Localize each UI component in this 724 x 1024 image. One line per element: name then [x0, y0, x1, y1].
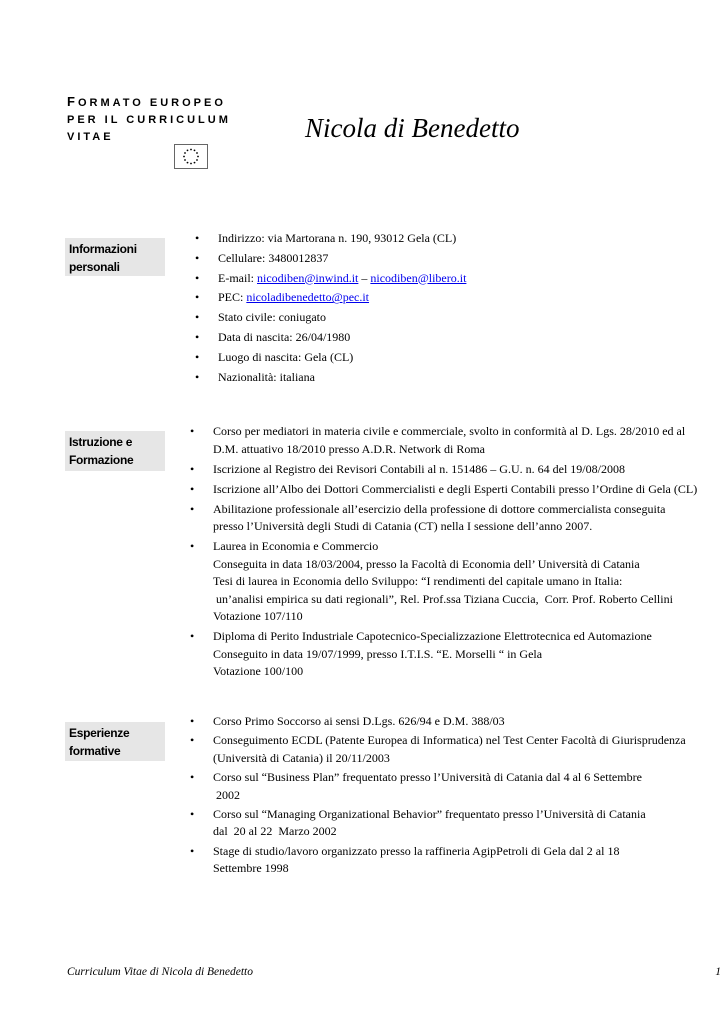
page-number: 1: [715, 966, 721, 978]
cv-format-line1: FORMATO EUROPEO: [67, 94, 226, 109]
list-item: • Corso Primo Soccorso ai sensi D.Lgs. 626/94 e D.M. 388/03: [190, 714, 505, 728]
list-item: • Corso sul “Managing Organizational Behavior” frequentato presso l’Università di Catania dal 20 al 22 Marzo 2002: [190, 806, 646, 839]
email-link-libero[interactable]: nicodiben@libero.it: [370, 270, 467, 285]
experience-list: [190, 713, 710, 879]
list-item: • Laurea in Economia e Commercio Conseguita in data 18/03/2004, presso la Facoltà di Economia dell’ Università di Catania Tesi di laurea in Economia dello Sviluppo: “I rendimenti del capitale umano in Italia: un’analisi empirica su dati regionali”, Rel. Prof.ssa Tiziana Cuccia, Corr. Prof. Roberto Cellini Votazione 107/110: [190, 539, 673, 623]
list-item: • Iscrizione al Registro dei Revisori Contabili al n. 151486 – G.U. n. 64 del 19/08/2008: [190, 461, 625, 476]
list-item: • Abilitazione professionale all’esercizio della professione di dottore commercialista conseguita presso l’Università degli Studi di Catania (CT) nella I sessione dell’anno 2007.: [190, 501, 666, 533]
list-item: • Iscrizione all’Albo dei Dottori Commercialisti e degli Esperti Contabili presso l’Ordine di Gela (CL): [190, 481, 698, 496]
cv-format-line3: VITAE: [67, 131, 114, 143]
candidate-name: Nicola di Benedetto: [305, 113, 520, 143]
section-label-education: Istruzione e Formazione: [65, 431, 165, 471]
list-item: • Cellulare: 3480012837: [195, 250, 329, 265]
list-item: • Stage di studio/lavoro organizzato presso la raffineria AgipPetroli di Gela dal 2 al 18 Settembre 1998: [190, 843, 620, 876]
list-item: • Conseguimento ECDL (Patente Europea di Informatica) nel Test Center Facoltà di Giurisprudenza (Università di Catania) il 20/11/2003: [190, 733, 686, 765]
cv-format-line2: PER IL CURRICULUM: [67, 114, 231, 126]
list-item: • Diploma di Perito Industriale Capotecnico-Specializzazione Elettrotecnica ed Automazione Conseguito in data 19/07/1999, presso I.T.I.S. “E. Morselli “ in Gela Votazione 100/100: [190, 629, 652, 678]
education-list: [190, 423, 710, 683]
list-item: • Stato civile: coniugato: [195, 310, 326, 325]
list-item: • PEC: nicoladibenedetto@pec.it: [195, 290, 370, 305]
list-item: • Data di nascita: 26/04/1980: [195, 329, 351, 344]
email-link-inwind[interactable]: nicodiben@inwind.it: [257, 270, 359, 285]
list-item: • Corso sul “Business Plan” frequentato presso l’Università di Catania dal 4 al 6 Settembre 2002: [190, 770, 642, 802]
pec-email-link[interactable]: nicoladibenedetto@pec.it: [246, 290, 370, 305]
cv-format-header: [67, 93, 237, 146]
list-item: • Nazionalità: italiana: [195, 369, 315, 384]
footer-text: Curriculum Vitae di Nicola di Benedetto: [67, 966, 253, 978]
section-label-experience: Esperienze formative: [65, 722, 165, 761]
eu-flag-icon: [174, 144, 208, 169]
list-item: • Indirizzo: via Martorana n. 190, 93012 Gela (CL): [195, 231, 457, 245]
page-footer: [67, 966, 721, 978]
list-item: • E-mail: nicodiben@inwind.it – nicodiben@libero.it: [195, 270, 467, 285]
list-item: • Corso per mediatori in materia civile e commerciale, svolto in conformità al D. Lgs. 28/2010 ed al D.M. attuativo 18/2010 presso A.D.R. Network di Roma: [190, 424, 686, 456]
personal-info-list: [195, 230, 466, 388]
list-item: • Luogo di nascita: Gela (CL): [195, 349, 354, 364]
section-label-personal-info: Informazioni personali: [65, 238, 165, 276]
